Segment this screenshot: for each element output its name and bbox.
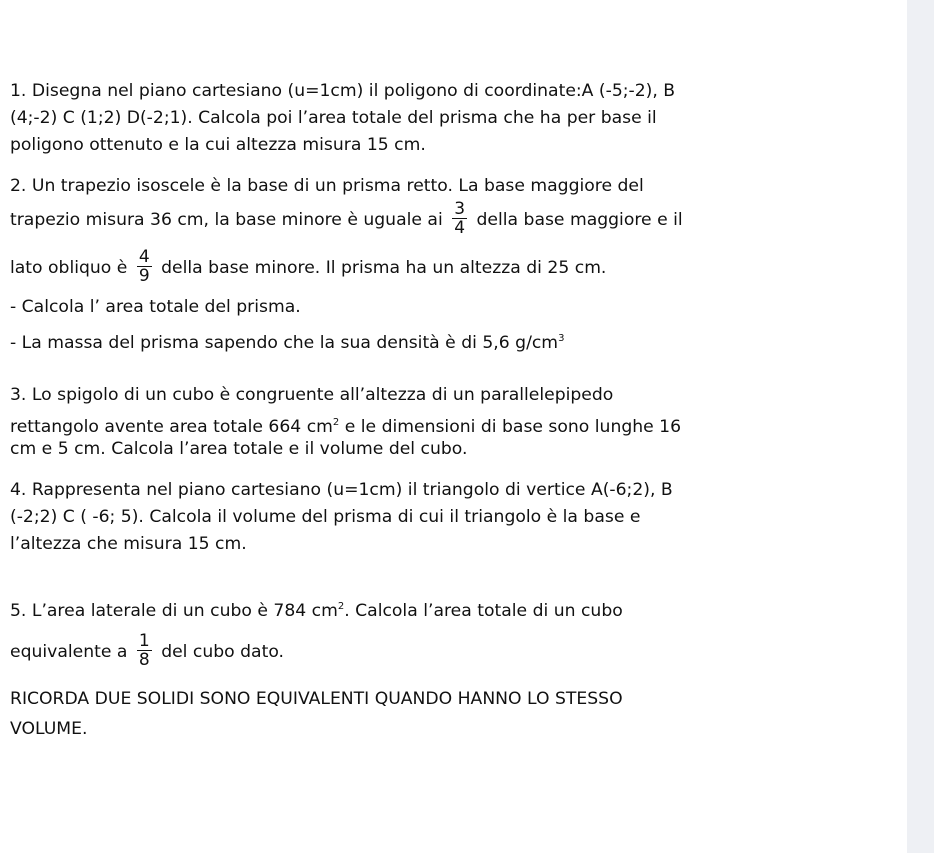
text-segment: trapezio misura 36 cm, la base minore è uguale ai [10,210,443,230]
text-line [10,200,900,240]
fraction-denominator: 4 [454,217,466,238]
text-segment: della base maggiore e il [476,210,683,230]
text-line [10,325,900,352]
scrollbar-track[interactable] [907,0,934,853]
text-segment: 5. L’area laterale di un cubo è 784 cm [10,601,338,621]
text-segment: e le dimensioni di base sono lunghe 16 [339,417,682,437]
text-segment: lato obliquo è [10,258,128,278]
superscript: 2 [337,601,345,612]
text-segment: equivalente a [10,642,128,662]
text-line: l’altezza che misura 15 cm. [10,534,247,554]
exercise-1 [10,78,900,159]
text-line: RICORDA DUE SOLIDI SONO EQUIVALENTI QUANDO HANNO LO STESSO [10,689,623,709]
text-line: cm e 5 cm. Calcola l’area totale e il volume del cubo. [10,439,468,459]
text-segment: - La massa del prisma sapendo che la sua densità è di 5,6 g/cm [10,333,559,353]
text-line: 3. Lo spigolo di un cubo è congruente all’altezza di un parallelepipedo [10,385,614,405]
text-line [10,632,900,672]
exercise-document [10,78,900,743]
text-line: (4;-2) C (1;2) D(-2;1). Calcola poi l’area totale del prisma che ha per base il [10,108,657,128]
text-line: VOLUME. [10,719,88,739]
text-line: 1. Disegna nel piano cartesiano (u=1cm) il poligono di coordinate:A (-5;-2), B [10,81,676,101]
fraction-numerator: 4 [138,246,150,267]
fraction-denominator: 8 [138,649,150,670]
reminder-note [10,686,900,743]
fraction-numerator: 3 [454,198,466,219]
text-segment: del cubo dato. [161,642,285,662]
exercise-5 [10,593,900,672]
fraction-three-quarters [452,200,467,237]
text-line: poligono ottenuto e la cui altezza misura 15 cm. [10,135,426,155]
text-line: 2. Un trapezio isoscele è la base di un prisma retto. La base maggiore del [10,176,644,196]
fraction-denominator: 9 [138,265,150,286]
text-line [10,248,900,288]
text-line: - Calcola l’ area totale del prisma. [10,297,301,317]
fraction-numerator: 1 [138,630,150,651]
text-line: (-2;2) C ( -6; 5). Calcola il volume del prisma di cui il triangolo è la base e [10,507,641,527]
exercise-4 [10,477,900,558]
superscript: 3 [558,333,565,344]
text-segment: rettangolo avente area totale 664 cm [10,417,333,437]
fraction-one-eighth [137,632,152,669]
fraction-four-ninths [137,248,152,285]
exercise-2 [10,173,900,352]
text-segment: . Calcola l’area totale di un cubo [344,601,623,621]
text-line [10,593,900,620]
text-segment: della base minore. Il prisma ha un altezza di 25 cm. [161,258,607,278]
text-line: 4. Rappresenta nel piano cartesiano (u=1cm) il triangolo di vertice A(-6;2), B [10,480,673,500]
text-line [10,409,900,436]
superscript: 2 [332,417,340,428]
exercise-3 [10,382,900,463]
